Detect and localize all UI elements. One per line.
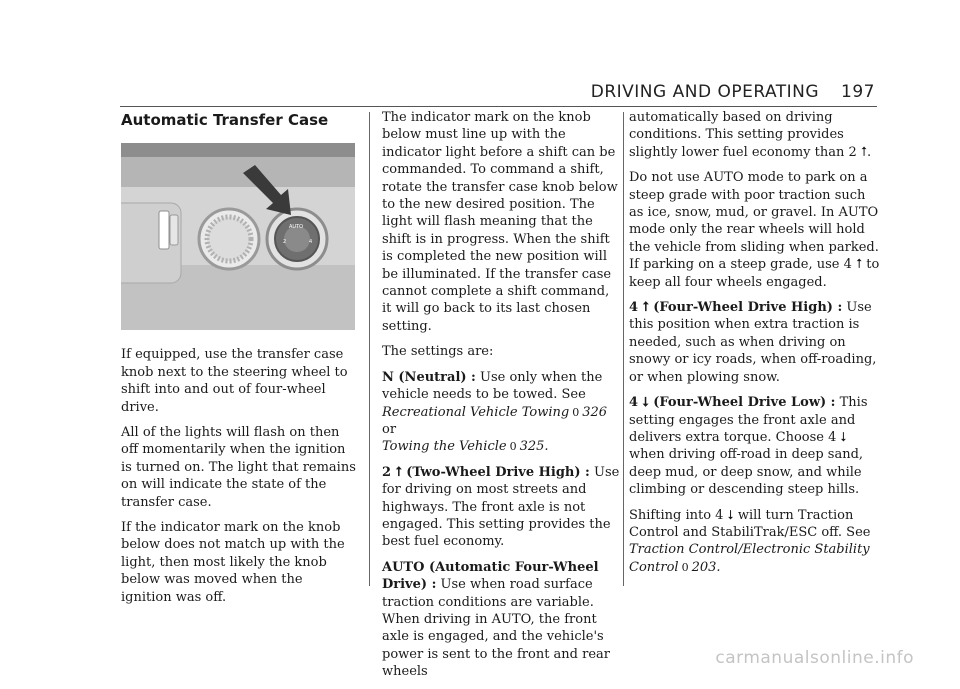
- paragraph: All of the lights will flash on then off momentarily when the ignition is turned on. The light that remains on will indicate the state of the transfer case.: [121, 425, 356, 510]
- paragraph: Do not use AUTO mode to park on a steep grade with poor traction such as ice, snow, mud, or gravel. In AUTO mode only the rear wheels will hold the vehicle from sliding when parked. If parking on a steep grade, use 4 ⭡ to keep all four wheels engaged.: [629, 170, 880, 290]
- header-rule: [120, 106, 877, 107]
- setting-auto: AUTO (Automatic Four-Wheel Drive) : Use when road surface traction conditions are variable. When driving in AUTO, the front axle is engaged, and the vehicle's power is sent to the front and rear wheels: [382, 559, 611, 680]
- term: 4 ⭡ (Four-Wheel Drive High) :: [629, 300, 843, 316]
- page-number: 197: [841, 82, 875, 102]
- watermark: carmanualsonline.info: [715, 648, 914, 668]
- paragraph: The indicator mark on the knob below must line up with the indicator light before a shift can be commanded. To command a shift, rotate the transfer case knob below to the new desired position. The light will flash meaning that the shift is in progress. When the shift is completed the new position will be illuminated. If the transfer case cannot complete a shift command, it will go back to its last chosen setting.: [382, 110, 618, 334]
- paragraph: If equipped, use the transfer case knob next to the steering wheel to shift into and out of four-wheel drive.: [121, 347, 348, 415]
- column-divider: [369, 112, 370, 586]
- svg-text:4: 4: [309, 239, 313, 246]
- link-towing-vehicle[interactable]: Towing the Vehicle: [382, 439, 507, 455]
- term: AUTO (Automatic Four-Wheel Drive) :: [382, 559, 599, 593]
- setting-neutral: N (Neutral) : Use only when the vehicle needs to be towed. See Recreational Vehicle Towing 0 326 or Towing the Vehicle 0 325.: [382, 369, 608, 455]
- column-3: [629, 109, 881, 584]
- transfer-case-knob-photo: [121, 143, 355, 330]
- column-divider: [623, 112, 624, 586]
- link-rv-towing[interactable]: Recreational Vehicle Towing: [382, 404, 570, 420]
- column-2: [382, 109, 620, 689]
- page-ref-icon: 0: [509, 440, 517, 454]
- paragraph: The settings are:: [382, 344, 494, 360]
- running-header: [591, 82, 875, 102]
- column-1: [121, 112, 357, 614]
- svg-text:2: 2: [283, 239, 287, 246]
- section-name: DRIVING AND OPERATING: [590, 82, 820, 102]
- paragraph: Shifting into 4 ⭣ will turn Traction Control and StabiliTrak/ESC off. See Traction Control/Electronic Stability Control 0 203.: [629, 507, 871, 575]
- page-ref-icon: 0: [681, 560, 689, 574]
- term: 4 ⭣ (Four-Wheel Drive Low) :: [629, 395, 836, 411]
- paragraph: automatically based on driving conditions. This setting provides slightly lower fuel economy than 2 ⭡.: [629, 110, 872, 160]
- link-traction-control[interactable]: Traction Control/Electronic Stability Control: [629, 542, 870, 575]
- term: 2 ⭡ (Two-Wheel Drive High) :: [382, 464, 590, 480]
- setting-four-high: 4 ⭡ (Four-Wheel Drive High) : Use this position when extra traction is needed, such as when driving on snowy or icy roads, when off-roading, or when plowing snow.: [629, 300, 877, 385]
- paragraph: If the indicator mark on the knob below does not match up with the light, then most likely the knob below was moved when the ignition was off.: [121, 520, 345, 605]
- setting-two-high: 2 ⭡ (Two-Wheel Drive High) : Use for driving on most streets and highways. The front axle is not engaged. This setting provides the best fuel economy.: [382, 464, 620, 550]
- section-title: Automatic Transfer Case: [121, 111, 329, 129]
- page-ref-icon: 0: [572, 405, 580, 419]
- term: N (Neutral) :: [382, 369, 476, 385]
- setting-four-low: 4 ⭣ (Four-Wheel Drive Low) : This setting engages the front axle and delivers extra torque. Choose 4 ⭣ when driving off-road in deep sand, deep mud, or deep snow, and while climbing or descending steep hills.: [629, 395, 868, 498]
- svg-text:AUTO: AUTO: [289, 224, 304, 231]
